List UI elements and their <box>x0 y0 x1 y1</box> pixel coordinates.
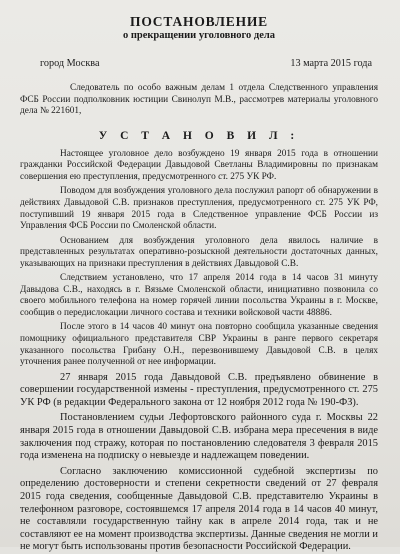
paragraph-basis: Основанием для возбуждения уголовного дела явилось наличие в представленных результатах оперативно-розыскной деятельности достаточных данных, указывающих на признаки преступления в действиях Давыдовой С.В. <box>20 235 378 269</box>
paragraph-expert-conclusion: Согласно заключению комиссионной судебной экспертизы по определению достоверности и степени секретности сведений от 27 февраля 2015 года сведения, сообщенные Давыдовой С.В. представителю Украины в телефонном разговоре, состоявшемся 17 апреля 2014 года в 14 часов 40 минут, не составляли государственную тайну как в апреле 2014 года, так и не составляют ее на момент производства экспертизы. Данные сведения не могли и не могут быть использованы против безопасности Российской Федерации. <box>20 465 378 553</box>
document-body <box>20 149 378 554</box>
intro-paragraph: Следователь по особо важным делам 1 отдела Следственного управления ФСБ России подполковник юстиции Свинолуп М.В., рассмотрев материалы уголовного дела № 221601, <box>20 83 378 117</box>
place-date-row <box>20 58 378 69</box>
document-date: 13 марта 2015 года <box>290 58 372 69</box>
city: город Москва <box>40 58 100 69</box>
document-subtitle: о прекращении уголовного дела <box>122 30 276 41</box>
paragraph-grounds: Поводом для возбуждения уголовного дела послужил рапорт об обнаружении в действиях Давыдовой С.В. признаков преступления, предусмотренного ст. 275 УК РФ, поступивший 19 января 2015 года в Следственное управление ФСБ России из Управления ФСБ России по Смоленской области. <box>20 186 378 232</box>
paragraph-charge: 27 января 2015 года Давыдовой С.В. предъявлено обвинение в совершении государственной измены - преступления, предусмотренного ст. 275 УК РФ (в редакции Федерального закона от 12 ноября 2012 года № 190-ФЗ). <box>20 371 378 408</box>
document-title: ПОСТАНОВЛЕНИЕ <box>130 14 268 29</box>
paragraph-investigation-findings: Следствием установлено, что 17 апреля 2014 года в 14 часов 31 минуту Давыдова С.В., находясь в г. Вязьме Смоленской области, инициативно позвонила со своего мобильного телефона на номер горячей линии посольства Украины в г. Москве, сообщив о передислокации личного состава и техники войсковой части 48886. <box>20 273 378 318</box>
paragraph-court-ruling: Постановлением судьи Лефортовского районного суда г. Москвы 22 января 2015 года в отношении Давыдовой С.В. избрана мера пресечения в виде заключения под стражу, которая по постановлению следователя 3 февраля 2015 года изменена на подписку о невыезде и надлежащем поведении. <box>20 412 378 462</box>
paragraph-second-call: После этого в 14 часов 40 минут она повторно сообщила указанные сведения помощнику официального представителя СВР Украины в ранге первого секретаря указанного посольства Грибану О.Н., перезвонившему Давыдовой С.В. в целях уточнения ранее полученной от нее информации. <box>20 322 378 368</box>
established-heading: У С Т А Н О В И Л : <box>98 129 300 142</box>
paragraph-case-opened: Настоящее уголовное дело возбуждено 19 января 2015 года в отношении гражданки Российской Федерации Давыдовой Светланы Владимировны по признакам совершения ею преступления, предусмотренного ст. 275 УК РФ. <box>20 148 378 182</box>
